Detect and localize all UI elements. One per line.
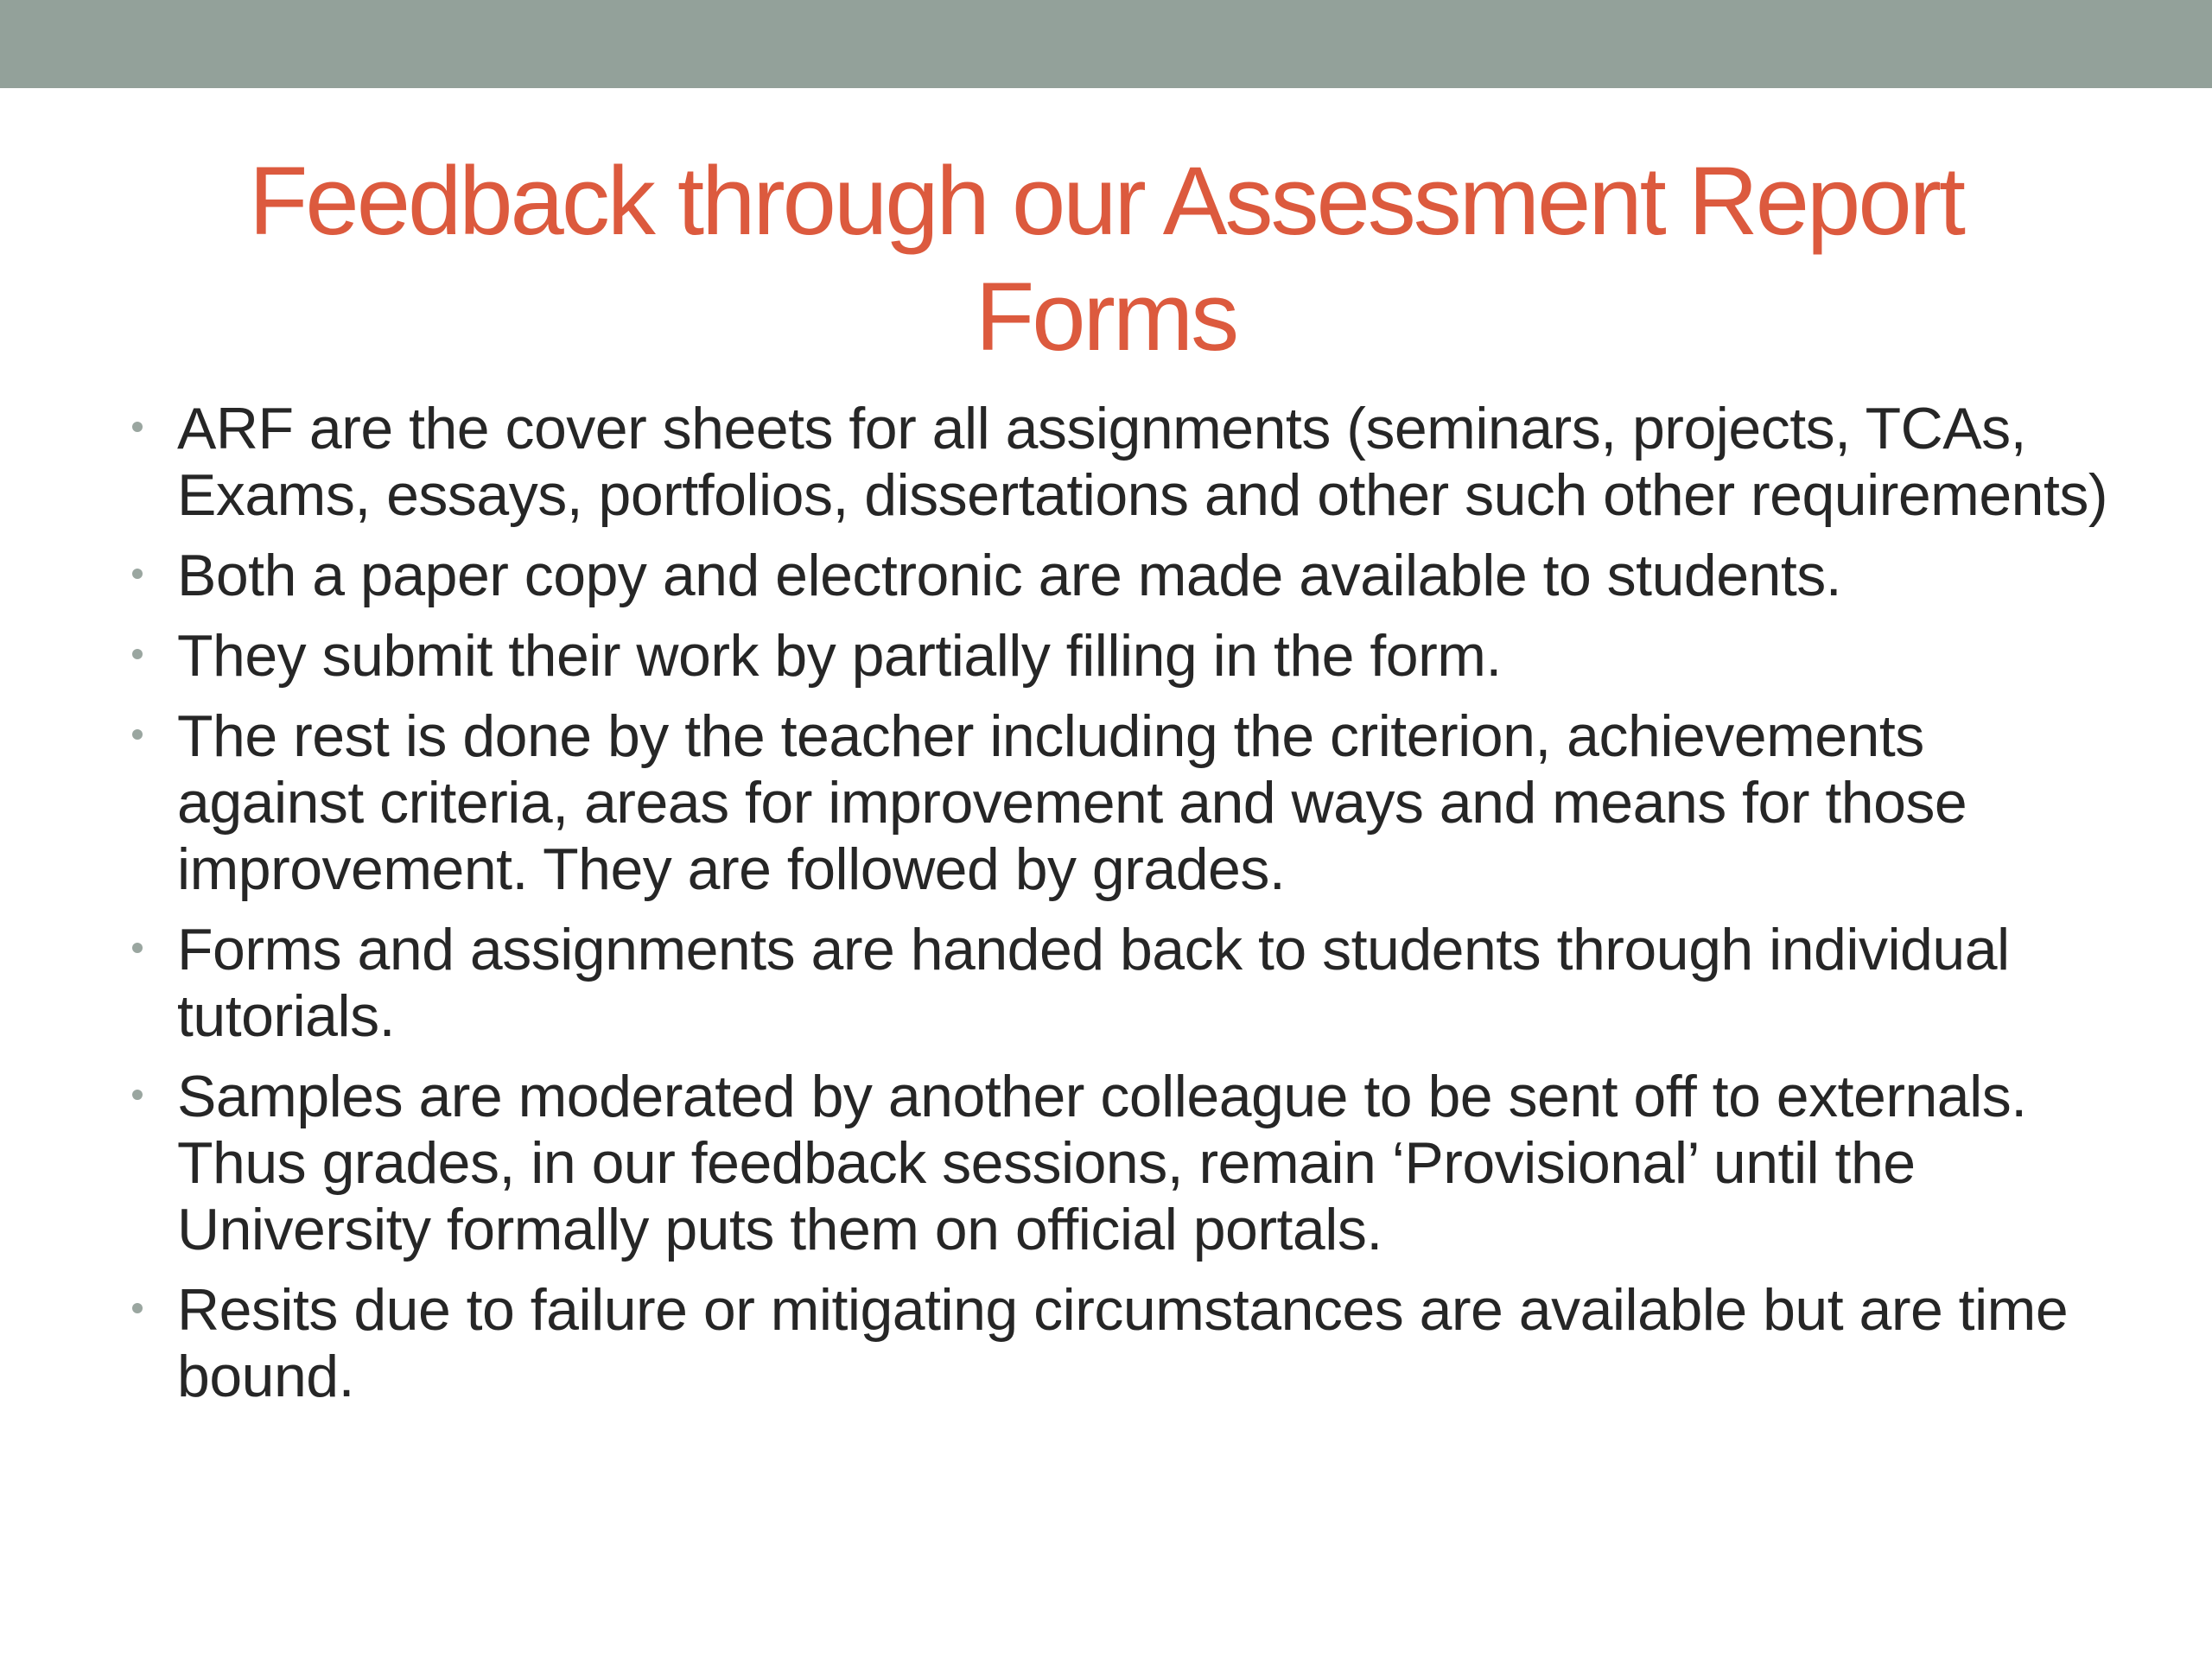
bullet-dot-icon [132, 1303, 143, 1313]
bullet-text: Both a paper copy and electronic are made available to students. [177, 543, 1842, 608]
bullet-item [125, 1064, 2113, 1263]
bullet-dot-icon [132, 943, 143, 953]
bullet-text: They submit their work by partially filling in the form. [177, 623, 1502, 689]
bullet-item [125, 1277, 2113, 1410]
slide-title [138, 143, 2074, 375]
bullet-item [125, 703, 2113, 903]
bullet-text: Resits due to failure or mitigating circumstances are available but are time bound. [177, 1277, 2069, 1409]
bullet-text: Forms and assignments are handed back to students through individual tutorials. [177, 917, 2010, 1049]
bullet-item [125, 917, 2113, 1050]
bullet-item [125, 396, 2113, 529]
bullet-dot-icon [132, 1090, 143, 1100]
bullet-dot-icon [132, 569, 143, 579]
bullet-item [125, 623, 2113, 690]
bullet-list [125, 396, 2113, 1424]
title-line-1: Feedback through our Assessment Report [248, 147, 1964, 255]
title-line-2: Forms [975, 263, 1237, 371]
bullet-dot-icon [132, 422, 143, 432]
bullet-text: ARF are the cover sheets for all assignments (seminars, projects, TCAs, Exams, essays, portfolios, dissertations and other such other requirements) [177, 396, 2107, 528]
bullet-dot-icon [132, 729, 143, 740]
top-bar [0, 0, 2212, 88]
bullet-text: The rest is done by the teacher including the criterion, achievements against criteria, areas for improvement and ways and means for those improvement. They are followed by grades. [177, 703, 1967, 902]
bullet-text: Samples are moderated by another colleague to be sent off to externals. Thus grades, in our feedback sessions, remain ‘Provisional’ until the University formally puts them on official portals. [177, 1064, 2027, 1262]
bullet-item [125, 543, 2113, 609]
bullet-dot-icon [132, 649, 143, 659]
